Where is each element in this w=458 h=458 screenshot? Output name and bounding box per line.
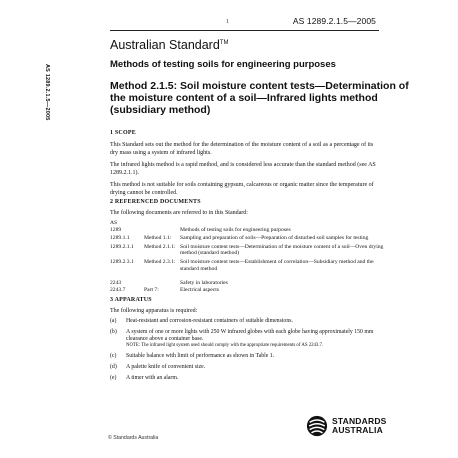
reference-title: Soil moisture content tests—Determination of the moisture content of a soil—Oven drying method (standard method) [180,243,384,257]
apparatus-heading: 3 APPARATUS [110,297,152,303]
brand-title [110,38,228,52]
standards-australia-logo [306,415,387,437]
apparatus-item [110,329,380,349]
reference-code: 1289 [110,226,122,233]
reference-row [110,259,390,272]
reference-part: Method 2.1.1: [144,243,176,250]
reference-part: Method 1.1: [144,235,172,242]
apparatus-item [110,375,380,382]
reference-row [110,244,390,257]
apparatus-item-label: (d) [110,364,117,370]
apparatus-item-note: NOTE: The infrared light system used should comply with the appropriate requirements of AS 2243.7. [126,343,324,348]
apparatus-item-body [126,329,380,349]
scope-paragraph: The infrared lights method is a rapid method, and is considered less accurate than the standard method (see AS 1289.2.1.1). [110,162,376,176]
reference-title: Soil moisture content tests—Establishment of correlation—Subsidiary method and the standard method [180,258,374,272]
apparatus-item-label: (b) [110,329,117,335]
reference-title: Electrical aspects [180,286,219,293]
reference-row [110,287,390,294]
apparatus-item-text: A palette knife of convenient size. [126,364,206,370]
scope-paragraph: This method is not suitable for soils containing gypsum, calcareous or organic matter since the temperature of drying cannot be controlled. [110,182,374,196]
scope-heading: 1 SCOPE [110,130,136,136]
references-prefix: AS [110,220,118,226]
reference-title: Safety in laboratories [180,280,228,287]
reference-code: 2243 [110,280,122,287]
trademark-mark: TM [219,39,229,46]
reference-row [110,235,390,242]
reference-part [144,227,180,234]
apparatus-item-label: (c) [110,353,117,359]
scope-section [110,129,380,197]
apparatus-item-text: Heat-resistant and corrosion-resistant containers of suitable dimensions. [126,318,293,324]
reference-code: 1289.2.3.1 [110,258,134,265]
reference-part: Method 2.3.1: [144,258,176,265]
standards-australia-logo-icon [306,415,328,437]
reference-part: Part 7: [144,286,159,293]
logo-line: STANDARDS [332,416,387,426]
standard-code: AS 1289.2.1.5—2005 [292,16,376,26]
reference-row [110,227,390,234]
apparatus-heading-block [110,296,380,315]
references-heading-block [110,198,380,217]
brand-text: Australian Standard [110,38,220,52]
apparatus-item [110,353,380,360]
header-rule [110,30,379,31]
logo-wordmark [332,417,387,435]
apparatus-item-text: Suitable balance with limit of performance as shown in Table 1. [126,353,275,359]
references-heading: 2 REFERENCED DOCUMENTS [110,199,201,205]
series-title: Methods of testing soils for engineering purposes [110,59,336,70]
apparatus-list [110,318,380,386]
reference-code: 1289.1.1 [110,235,130,242]
reference-title: Methods of testing soils for engineering purposes [180,226,291,233]
apparatus-intro: The following apparatus is required: [110,308,198,314]
references-intro: The following documents are referred to in this Standard: [110,210,248,216]
side-standard-code: AS 1289.2.1.5—2005 [44,64,50,121]
apparatus-item [110,364,380,371]
page-marker: 1 [226,19,229,25]
scope-paragraph: This Standard sets out the method for the determination of the moisture content of a soil as a percentage of its dry mass using a system of infrared lights. [110,142,374,156]
apparatus-item-text: A timer with an alarm. [126,375,179,381]
reference-code: 1289.2.1.1 [110,243,134,250]
apparatus-item-label: (a) [110,318,117,324]
references-list [110,220,390,295]
reference-title: Sampling and preparation of soils—Preparation of disturbed soil samples for testing [180,235,369,242]
reference-code: 2243.7 [110,286,126,293]
reference-part [144,280,180,287]
logo-line: AUSTRALIA [332,425,383,435]
method-title: Method 2.1.5: Soil moisture content tests—Determination of the moisture content of a soil—Infrared lights method (subsidiary method) [110,80,409,116]
reference-row [110,280,390,287]
apparatus-item-label: (e) [110,375,117,381]
copyright-notice: © Standards Australia [108,435,159,441]
apparatus-item [110,318,380,325]
apparatus-item-text: A system of one or more lights with 250 W infrared globes with each globe having approximately 150 mm clearance above a container base. [126,329,374,342]
